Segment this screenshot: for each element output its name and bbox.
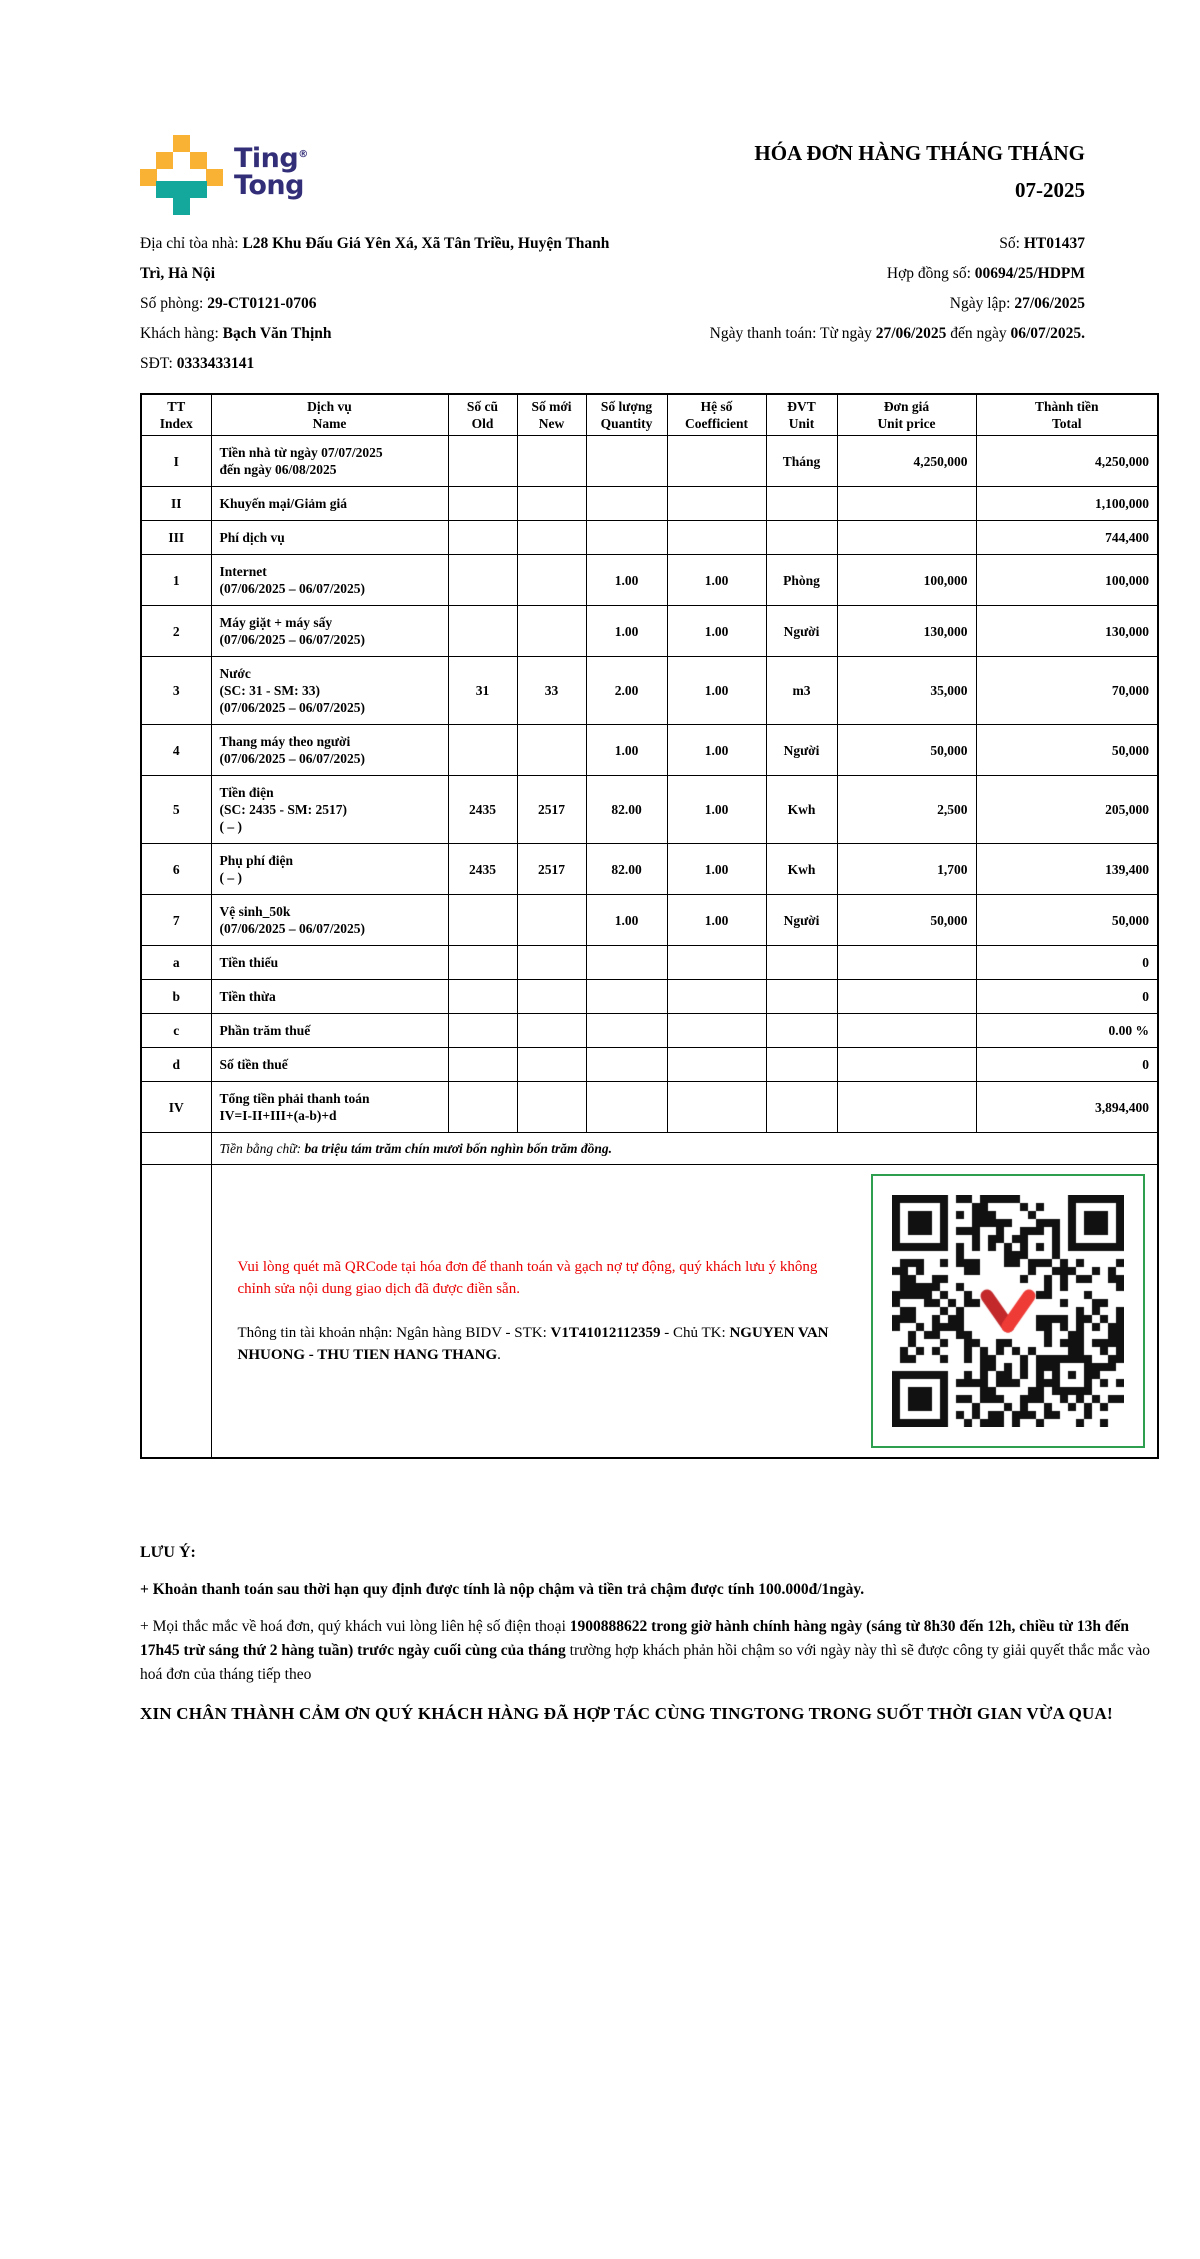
cell-tt: 1 [141,555,211,606]
cell-name: Phụ phí điện ( – ) [211,844,448,895]
text-segment: Hợp đồng số: [886,265,975,282]
invoice-table [140,393,1159,1459]
table-row [141,521,1158,555]
column-header: Số cũ Old [448,394,517,436]
registered-mark: ® [298,149,308,160]
text-segment: . [497,1347,501,1363]
cell-unit [766,1082,837,1133]
cell-coeff [667,1048,766,1082]
cell-tt [141,1133,211,1165]
cell-unit: Người [766,895,837,946]
cell-name: Phần trăm thuế [211,1014,448,1048]
customer-info [140,229,620,379]
cell-old [448,436,517,487]
cell-qty [586,946,667,980]
cell-new [517,555,586,606]
cell-price [837,487,976,521]
qr-code [871,1174,1145,1448]
cell-unit: Người [766,606,837,657]
cell-old [448,555,517,606]
qr-payment-row [141,1165,1158,1459]
column-header: Đơn giá Unit price [837,394,976,436]
cell-name: Thang máy theo người (07/06/2025 – 06/07/2025) [211,725,448,776]
text-segment: ba triệu tám trăm chín mươi bốn nghìn bốn trăm đồng. [304,1141,613,1156]
cell-unit [766,1048,837,1082]
cell-qty [586,980,667,1014]
cell-total: 70,000 [976,657,1158,725]
cell-qty [586,1048,667,1082]
logo-pixel [173,181,190,198]
table-row [141,1048,1158,1082]
cell-total: 205,000 [976,776,1158,844]
cell-tt: II [141,487,211,521]
cell-name: Nước (SC: 31 - SM: 33) (07/06/2025 – 06/07/2025) [211,657,448,725]
qr-code-image [892,1195,1124,1427]
cell-qty [586,436,667,487]
text-segment: L28 Khu Đấu Giá Yên Xá, Xã Tân Triều, Huyện Thanh Trì, Hà Nội [140,235,610,282]
customer-name [140,319,620,349]
cell-tt: IV [141,1082,211,1133]
late-payment-note: + Khoản thanh toán sau thời hạn quy định được tính là nộp chậm và tiền trả chậm được tính 100.000đ/1ngày. [140,1581,865,1598]
cell-price: 1,700 [837,844,976,895]
tingtong-logo-icon [140,135,222,217]
cell-unit [766,487,837,521]
cell-price: 100,000 [837,555,976,606]
cell-name: Tiền nhà từ ngày 07/07/2025 đến ngày 06/08/2025 [211,436,448,487]
cell-price [837,980,976,1014]
cell-tt: c [141,1014,211,1048]
table-header-row [141,394,1158,436]
text-segment: HT01437 [1023,235,1085,252]
text-segment: 0333433141 [176,355,255,372]
table-row [141,555,1158,606]
cell-tt: 4 [141,725,211,776]
column-header: ĐVT Unit [766,394,837,436]
cell-coeff: 1.00 [667,895,766,946]
cell-price [837,521,976,555]
text-segment: 1900888622 trong giờ hành chính hàng ngày (sáng từ 8h30 đến 12h, chiều từ 13h đến 17h45 trừ sáng thứ 2 hàng tuần) [140,1618,1129,1659]
text-segment: + Mọi thắc mắc về hoá đơn, quý khách vui lòng liên hệ số điện thoại [140,1618,570,1635]
cell-coeff: 1.00 [667,776,766,844]
cell-new [517,946,586,980]
cell-name: Vệ sinh_50k (07/06/2025 – 06/07/2025) [211,895,448,946]
hotline-note [140,1615,1157,1687]
cell-qty: 1.00 [586,606,667,657]
cell-unit: Kwh [766,844,837,895]
cell-tt: a [141,946,211,980]
logo-pixel [190,181,207,198]
logo-pixel [206,169,223,186]
invoice-number [620,229,1085,259]
brand-name: Ting® Tong [234,143,308,201]
text-segment: 00694/25/HDPM [974,265,1085,282]
cell-new [517,980,586,1014]
text-segment: 29-CT0121-0706 [207,295,317,312]
cell-unit: Tháng [766,436,837,487]
cell-name: Máy giặt + máy sấy (07/06/2025 – 06/07/2025) [211,606,448,657]
cell-old [448,946,517,980]
cell-old: 2435 [448,776,517,844]
text-segment: Ngày lập: [949,295,1015,312]
cell-coeff [667,980,766,1014]
column-header: Dịch vụ Name [211,394,448,436]
cell-unit: Phòng [766,555,837,606]
qr-scan-warning: Vui lòng quét mã QRCode tại hóa đơn để thanh toán và gạch nợ tự động, quý khách lưu ý không chỉnh sửa nội dung giao dịch đã được điền sẵn. [237,1259,818,1297]
table-row [141,844,1158,895]
cell-unit: m3 [766,657,837,725]
cell-qty: 2.00 [586,657,667,725]
text-segment: 27/06/2025 [1014,295,1085,312]
table-row [141,776,1158,844]
cell-total: 0.00 % [976,1014,1158,1048]
text-segment: 27/06/2025 [875,325,947,342]
cell-coeff: 1.00 [667,555,766,606]
cell-total: 744,400 [976,521,1158,555]
cell-price [837,946,976,980]
cell-new [517,1014,586,1048]
cell-unit [766,521,837,555]
cell-new [517,1048,586,1082]
table-row [141,895,1158,946]
text-segment: Số: [999,235,1024,252]
cell-old [448,1082,517,1133]
cell-qty: 1.00 [586,725,667,776]
table-row [141,606,1158,657]
cell-tt: 3 [141,657,211,725]
account-info [238,1322,846,1366]
cell-total: 3,894,400 [976,1082,1158,1133]
cell-coeff [667,946,766,980]
cell-price: 2,500 [837,776,976,844]
table-row [141,487,1158,521]
cell-total: 0 [976,946,1158,980]
cell-name: Khuyến mại/Giảm giá [211,487,448,521]
cell-price [837,1082,976,1133]
table-row [141,725,1158,776]
cell-old: 2435 [448,844,517,895]
table-row [141,657,1158,725]
cell-old [448,980,517,1014]
cell-qty: 1.00 [586,555,667,606]
text-segment: Bạch Văn Thịnh [222,325,332,342]
cell-name: Tiền điện (SC: 2435 - SM: 2517) ( – ) [211,776,448,844]
table-row [141,1082,1158,1133]
cell-new [517,1082,586,1133]
text-segment: V1T41012112359 [550,1325,661,1341]
cell-new [517,521,586,555]
amount-in-words-row [141,1133,1158,1165]
cell-tt: I [141,436,211,487]
cell-new [517,436,586,487]
cell-total: 100,000 [976,555,1158,606]
customer-phone [140,349,620,379]
cell-tt: d [141,1048,211,1082]
logo-pixel [140,169,157,186]
cell-tt [141,1165,211,1459]
thank-you-message: XIN CHÂN THÀNH CẢM ƠN QUÝ KHÁCH HÀNG ĐÃ HỢP TÁC CÙNG TINGTONG TRONG SUỐT THỜI GIAN VỪA QUA! [140,1704,1113,1723]
cell-total: 0 [976,980,1158,1014]
issue-date [620,289,1085,319]
cell-unit: Người [766,725,837,776]
contract-number [620,259,1085,289]
table-row [141,436,1158,487]
cell-tt: 6 [141,844,211,895]
document-title: HÓA ĐƠN HÀNG THÁNG THÁNG 07-2025 [754,141,1085,202]
column-header: TT Index [141,394,211,436]
cell-coeff [667,487,766,521]
cell-coeff: 1.00 [667,725,766,776]
cell-qty [586,1082,667,1133]
text-segment: Ngày thanh toán: Từ ngày [709,325,876,342]
footer-notes [140,1541,1157,1727]
cell-new [517,487,586,521]
header [140,135,1157,217]
cell-qty [586,1014,667,1048]
text-segment: đến ngày [946,325,1011,342]
cell-coeff [667,521,766,555]
cell-total: 50,000 [976,895,1158,946]
cell-price [837,1048,976,1082]
cell-name: Tiền thiếu [211,946,448,980]
cell-unit: Kwh [766,776,837,844]
cell-price [837,1014,976,1048]
cell-coeff [667,436,766,487]
text-segment: trước ngày cuối cùng của tháng [357,1642,566,1659]
cell-total: 50,000 [976,725,1158,776]
room-number [140,289,620,319]
column-header: Số lượng Quantity [586,394,667,436]
cell-total: 130,000 [976,606,1158,657]
invoice-meta [620,229,1085,349]
cell-qty [586,521,667,555]
cell-price: 50,000 [837,895,976,946]
cell-old [448,1014,517,1048]
cell-qty: 1.00 [586,895,667,946]
cell-old [448,606,517,657]
cell-old [448,487,517,521]
cell-tt: III [141,521,211,555]
cell-new [517,895,586,946]
cell-name: Tiền thừa [211,980,448,1014]
text-segment: SĐT: [140,355,177,372]
text-segment: trường hợp khách phản hồi chậm so với ngày này thì sẽ được công ty giải quyết thắc mắc vào hoá đơn của tháng tiếp theo [140,1642,1150,1683]
tingtong-logo [140,135,440,217]
cell-name: Tổng tiền phải thanh toán IV=I-II+III+(a-b)+d [211,1082,448,1133]
column-header: Số mới New [517,394,586,436]
column-header: Hệ số Coefficient [667,394,766,436]
text-segment: Thông tin tài khoản nhận: Ngân hàng BIDV - STK: [237,1325,551,1341]
cell-total: 4,250,000 [976,436,1158,487]
logo-pixel [173,198,190,215]
cell-name: Phí dịch vụ [211,521,448,555]
notes-heading: LƯU Ý: [140,1544,196,1561]
cell-old: 31 [448,657,517,725]
text-segment: NGUYEN VAN NHUONG - THU TIEN HANG THANG [237,1325,829,1363]
table-row [141,946,1158,980]
cell-total: 1,100,000 [976,487,1158,521]
payment-instructions [212,1256,872,1366]
text-segment: Tiền bằng chữ: [219,1141,305,1156]
cell-price: 50,000 [837,725,976,776]
text-segment: 06/07/2025. [1010,325,1085,342]
cell-coeff [667,1082,766,1133]
cell-old [448,895,517,946]
cell-new: 33 [517,657,586,725]
cell-new: 2517 [517,844,586,895]
payment-period [620,319,1085,349]
building-address [140,229,620,289]
text-segment: Khách hàng: [140,325,223,342]
logo-pixel [190,152,207,169]
cell-new [517,725,586,776]
cell-coeff: 1.00 [667,844,766,895]
text-segment: - Chủ TK: [660,1325,730,1341]
cell-total: 139,400 [976,844,1158,895]
cell-coeff: 1.00 [667,606,766,657]
cell-unit [766,980,837,1014]
qr-payment-cell [211,1165,1158,1459]
cell-new [517,606,586,657]
cell-price: 130,000 [837,606,976,657]
logo-pixel [156,181,173,198]
cell-tt: 7 [141,895,211,946]
cell-qty: 82.00 [586,844,667,895]
cell-new: 2517 [517,776,586,844]
cell-name: Internet (07/06/2025 – 06/07/2025) [211,555,448,606]
cell-unit [766,946,837,980]
text-segment: Số phòng: [140,295,208,312]
cell-old [448,725,517,776]
table-row [141,1014,1158,1048]
logo-pixel [156,152,173,169]
column-header: Thành tiền Total [976,394,1158,436]
cell-coeff [667,1014,766,1048]
cell-tt: 2 [141,606,211,657]
cell-price: 4,250,000 [837,436,976,487]
table-row [141,980,1158,1014]
cell-name: Số tiền thuế [211,1048,448,1082]
cell-price: 35,000 [837,657,976,725]
cell-old [448,521,517,555]
invoice-info [140,229,1157,379]
cell-old [448,1048,517,1082]
logo-pixel [173,135,190,152]
cell-unit [766,1014,837,1048]
cell-qty [586,487,667,521]
amount-in-words [211,1133,1158,1165]
cell-tt: 5 [141,776,211,844]
cell-tt: b [141,980,211,1014]
cell-total: 0 [976,1048,1158,1082]
text-segment: Địa chỉ tòa nhà: [140,235,243,252]
cell-qty: 82.00 [586,776,667,844]
cell-coeff: 1.00 [667,657,766,725]
